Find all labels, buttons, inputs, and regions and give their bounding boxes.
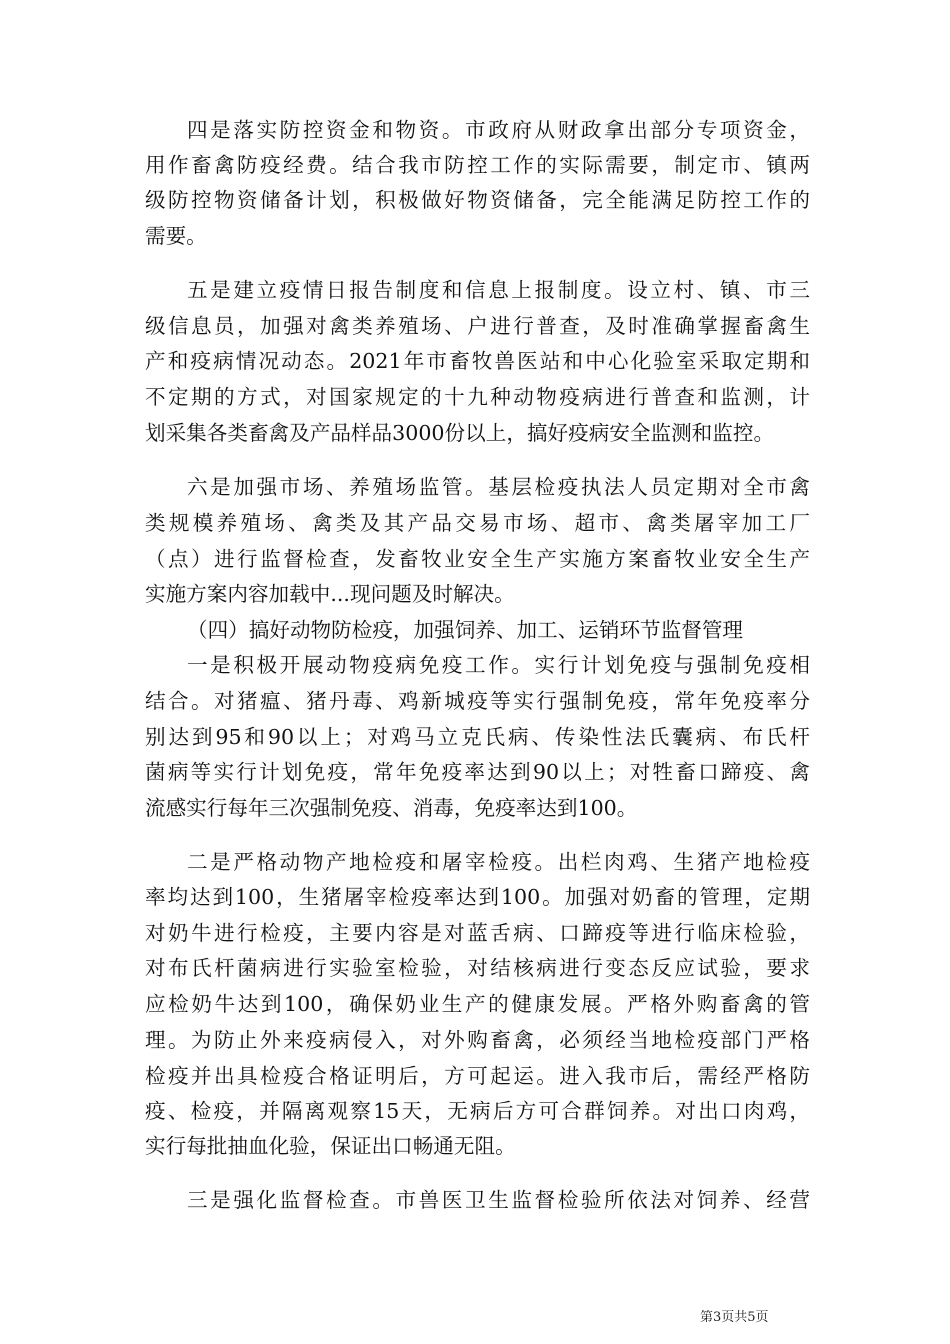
text-line: 六是加强市场、养殖场监管。基层检疫执法人员定期对全市禽 <box>187 475 810 499</box>
text-line: 级防控物资储备计划，积极做好物资储备，完全能满足防控工作的 <box>145 188 810 212</box>
text-line: 疫、检疫，并隔离观察15天，无病后方可合群饲养。对出口肉鸡， <box>145 1099 810 1123</box>
text-line: 实施方案内容加载中...现问题及时解决。 <box>145 582 515 606</box>
page-number: 第3页共5页 <box>700 1310 769 1325</box>
text-line: 四是落实防控资金和物资。市政府从财政拿出部分专项资金， <box>187 118 810 142</box>
text-line: 划采集各类畜禽及产品样品3000份以上，搞好疫病安全监测和监控。 <box>145 421 775 445</box>
text-line: 结合。对猪瘟、猪丹毒、鸡新城疫等实行强制免疫，常年免疫率分 <box>145 689 810 713</box>
text-line: 五是建立疫情日报告制度和信息上报制度。设立村、镇、市三 <box>187 278 810 302</box>
text-line: （点）进行监督检查，发畜牧业安全生产实施方案畜牧业安全生产 <box>145 547 810 571</box>
text-line: 应检奶牛达到100，确保奶业生产的健康发展。严格外购畜禽的管 <box>145 992 810 1016</box>
text-line: （四）搞好动物防检疫，加强饲养、加工、运销环节监督管理 <box>187 618 744 642</box>
text-line: 实行每批抽血化验，保证出口畅通无阻。 <box>145 1134 516 1158</box>
text-line: 对奶牛进行检疫，主要内容是对蓝舌病、口蹄疫等进行临床检验， <box>145 921 810 945</box>
text-line: 检疫并出具检疫合格证明后，方可起运。进入我市后，需经严格防 <box>145 1064 810 1088</box>
text-line: 理。为防止外来疫病侵入，对外购畜禽，必须经当地检疫部门严格 <box>145 1028 810 1052</box>
text-line: 率均达到100，生猪屠宰检疫率达到100。加强对奶畜的管理，定期 <box>145 885 810 909</box>
text-line: 流感实行每年三次强制免疫、消毒，免疫率达到100。 <box>145 796 638 820</box>
text-line: 不定期的方式，对国家规定的十九种动物疫病进行普查和监测，计 <box>145 385 810 409</box>
text-line: 菌病等实行计划免疫，常年免疫率达到90以上；对牲畜口蹄疫、禽 <box>145 760 810 784</box>
text-line: 用作畜禽防疫经费。结合我市防控工作的实际需要，制定市、镇两 <box>145 153 810 177</box>
text-line: 级信息员，加强对禽类养殖场、户进行普查，及时准确掌握畜禽生 <box>145 314 810 338</box>
text-line: 产和疫病情况动态。2021年市畜牧兽医站和中心化验室采取定期和 <box>145 349 810 373</box>
text-line: 别达到95和90以上；对鸡马立克氏病、传染性法氏囊病、布氏杆 <box>145 725 810 749</box>
text-line: 二是严格动物产地检疫和屠宰检疫。出栏肉鸡、生猪产地检疫 <box>187 850 810 874</box>
text-line: 一是积极开展动物疫病免疫工作。实行计划免疫与强制免疫相 <box>187 653 810 677</box>
text-line: 三是强化监督检查。市兽医卫生监督检验所依法对饲养、经营 <box>187 1188 810 1212</box>
text-line: 对布氏杆菌病进行实验室检验，对结核病进行变态反应试验，要求 <box>145 956 810 980</box>
text-line: 需要。 <box>145 224 207 248</box>
text-line: 类规模养殖场、禽类及其产品交易市场、超市、禽类屠宰加工厂 <box>145 511 810 535</box>
